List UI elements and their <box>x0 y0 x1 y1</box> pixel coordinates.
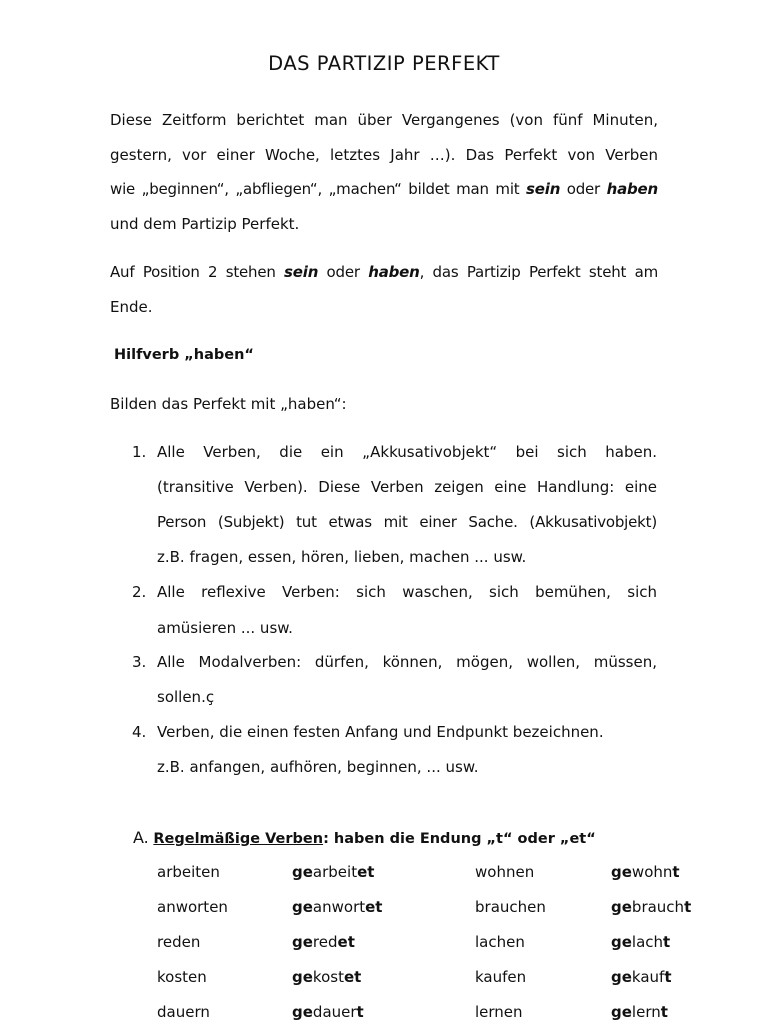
list-number: 3. <box>132 653 147 671</box>
list-number: 2. <box>132 583 147 601</box>
participle-prefix: ge <box>292 968 313 986</box>
participle-stem: kost <box>312 968 344 986</box>
infinitive: reden <box>157 933 201 951</box>
list-item-2-line-2: amüsieren ... usw. <box>157 619 293 637</box>
participle-prefix: ge <box>292 863 313 881</box>
participle <box>292 968 361 986</box>
infinitive: anworten <box>157 898 228 916</box>
participle-ending: et <box>343 968 362 986</box>
participle-ending: t <box>356 1003 364 1021</box>
participle-ending: et <box>365 898 383 916</box>
participle-ending: et <box>337 933 355 951</box>
infinitive: arbeiten <box>157 863 220 881</box>
position-text: , das Partizip Perfekt steht am <box>419 263 658 281</box>
intro-line-4: und dem Partizip Perfekt. <box>110 215 300 233</box>
participle-prefix: ge <box>611 968 632 986</box>
emphasis-sein: sein <box>526 180 561 198</box>
participle <box>611 863 680 881</box>
participle-ending: t <box>664 968 672 986</box>
participle-prefix: ge <box>611 863 632 881</box>
page-title: DAS PARTIZIP PERFEKT <box>268 52 500 75</box>
infinitive: lernen <box>475 1003 523 1021</box>
intro-line-2: gestern, vor einer Woche, letztes Jahr …). Das Perfekt von Verben <box>110 146 658 164</box>
participle-prefix: ge <box>611 898 632 916</box>
participle-stem: red <box>312 933 338 951</box>
list-number: 1. <box>132 443 147 461</box>
participle <box>292 863 374 881</box>
infinitive: wohnen <box>475 863 535 881</box>
participle-ending: t <box>684 898 692 916</box>
section-subtitle: : haben die Endung „t“ oder „et“ <box>323 831 596 847</box>
infinitive: brauchen <box>475 898 546 916</box>
intro-text: wie „beginnen“, „abfliegen“, „machen“ bildet man mit <box>110 180 527 198</box>
participle-ending: et <box>357 863 375 881</box>
intro-text: oder <box>560 180 607 198</box>
participle-stem: arbeit <box>312 863 358 881</box>
emphasis-haben: haben <box>368 263 420 281</box>
participle <box>611 933 670 951</box>
participle <box>292 898 382 916</box>
participle-stem: wohn <box>631 863 673 881</box>
participle-stem: anwort <box>312 898 366 916</box>
list-item-2-line-1: Alle reflexive Verben: sich waschen, sich bemühen, sich <box>157 583 657 601</box>
hilfverb-heading: Hilfverb „haben“ <box>114 347 254 363</box>
list-item-1-line-1: Alle Verben, die ein „Akkusativobjekt“ bei sich haben. <box>157 443 657 461</box>
list-item-1-line-4: z.B. fragen, essen, hören, lieben, machen ... usw. <box>157 548 527 566</box>
list-item-4-line-2: z.B. anfangen, aufhören, beginnen, ... usw. <box>157 758 479 776</box>
position-line-2: Ende. <box>110 298 153 316</box>
participle-stem: lach <box>631 933 664 951</box>
list-item-1-line-2: (transitive Verben). Diese Verben zeigen eine Handlung: eine <box>157 478 657 496</box>
emphasis-haben: haben <box>606 180 658 198</box>
participle-stem: brauch <box>631 898 685 916</box>
list-item-3-line-2: sollen.ç <box>157 688 215 706</box>
participle-prefix: ge <box>292 1003 313 1021</box>
participle-ending: t <box>663 933 671 951</box>
section-letter: A. <box>133 828 149 847</box>
participle-prefix: ge <box>292 898 313 916</box>
list-number: 4. <box>132 723 147 741</box>
participle-ending: t <box>672 863 680 881</box>
position-text: oder <box>318 263 369 281</box>
list-item-3-line-1: Alle Modalverben: dürfen, können, mögen, wollen, müssen, <box>157 653 657 671</box>
infinitive: dauern <box>157 1003 210 1021</box>
list-item-1-line-3: Person (Subjekt) tut etwas mit einer Sache. (Akkusativobjekt) <box>157 513 657 531</box>
infinitive: kosten <box>157 968 207 986</box>
position-text: Auf Position 2 stehen <box>110 263 285 281</box>
intro-line-1: Diese Zeitform berichtet man über Vergangenes (von fünf Minuten, <box>110 111 658 129</box>
section-a-heading <box>133 828 596 847</box>
list-item-4-line-1: Verben, die einen festen Anfang und Endpunkt bezeichnen. <box>157 723 604 741</box>
emphasis-sein: sein <box>284 263 319 281</box>
infinitive: kaufen <box>475 968 527 986</box>
section-title: Regelmäßige Verben <box>153 831 324 847</box>
participle <box>292 933 355 951</box>
participle <box>611 968 672 986</box>
bilden-text: Bilden das Perfekt mit „haben“: <box>110 395 347 413</box>
participle-prefix: ge <box>292 933 313 951</box>
participle-stem: kauf <box>631 968 665 986</box>
participle-prefix: ge <box>611 933 632 951</box>
infinitive: lachen <box>475 933 525 951</box>
intro-line-3 <box>110 180 658 199</box>
participle-stem: lern <box>631 1003 661 1021</box>
participle-stem: dauer <box>312 1003 357 1021</box>
participle-ending: t <box>660 1003 668 1021</box>
participle-prefix: ge <box>611 1003 632 1021</box>
position-line-1 <box>110 263 658 282</box>
participle <box>611 898 691 916</box>
participle <box>611 1003 668 1021</box>
participle <box>292 1003 364 1021</box>
